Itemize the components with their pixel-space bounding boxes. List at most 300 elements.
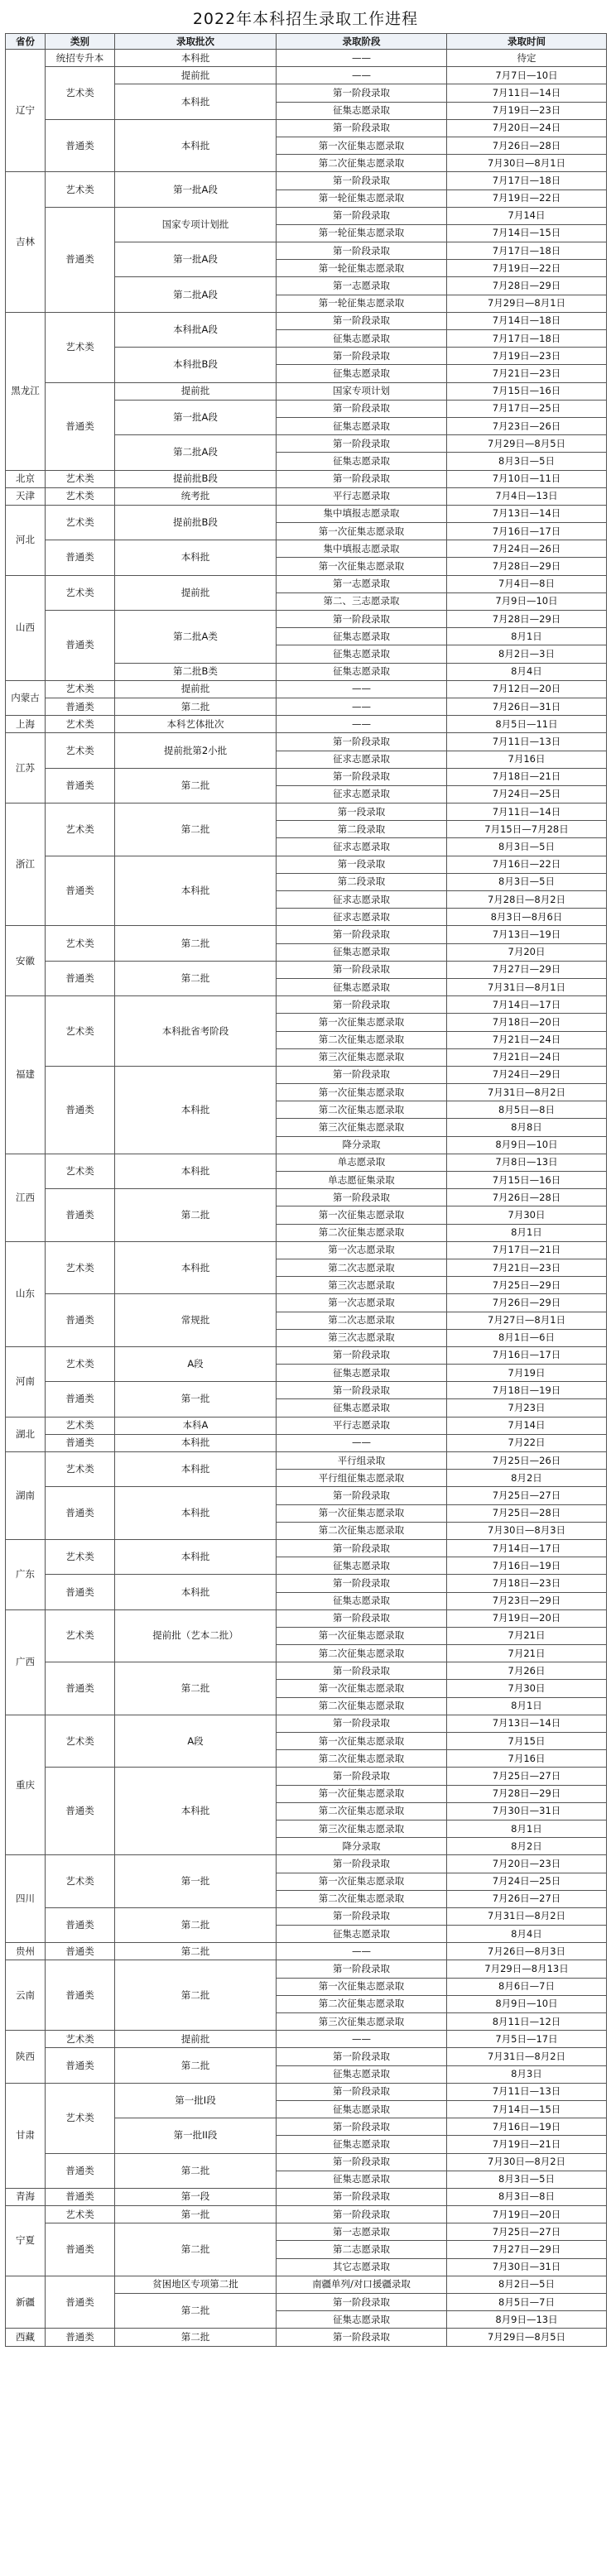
- batch-cell: 第二批: [115, 2294, 277, 2329]
- stage-cell: 第二、三志愿录取: [277, 592, 447, 610]
- time-cell: 8月2日—3日: [447, 645, 607, 663]
- table-row: [6, 540, 607, 558]
- time-cell: 7月31日—8月1日: [447, 978, 607, 995]
- province-cell: 山东: [6, 1241, 46, 1346]
- table-row: [6, 119, 607, 137]
- time-cell: 7月30日—8月1日: [447, 155, 607, 172]
- table-row: [6, 1452, 607, 1470]
- stage-cell: 征集志愿录取: [277, 330, 447, 348]
- table-row: [6, 470, 607, 487]
- stage-cell: 征集志愿录取: [277, 2100, 447, 2118]
- time-cell: 7月26日: [447, 1662, 607, 1680]
- province-cell: 浙江: [6, 804, 46, 926]
- time-cell: 7月15日—7月28日: [447, 821, 607, 838]
- table-row: [6, 2206, 607, 2223]
- batch-cell: 本科批: [115, 119, 277, 172]
- stage-cell: 第一阶段录取: [277, 84, 447, 102]
- category-cell: 普通类: [46, 1907, 115, 1942]
- time-cell: 7月5日—17日: [447, 2031, 607, 2048]
- stage-cell: 第一阶段录取: [277, 1575, 447, 1592]
- category-cell: 普通类: [46, 1487, 115, 1540]
- stage-cell: ——: [277, 2031, 447, 2048]
- table-row: [6, 1662, 607, 1680]
- time-cell: 7月23日: [447, 1399, 607, 1417]
- stage-cell: 第三次志愿录取: [277, 1277, 447, 1294]
- batch-cell: 本科批省考阶段: [115, 996, 277, 1067]
- time-cell: 8月3日—5日: [447, 838, 607, 856]
- stage-cell: 第一阶段录取: [277, 2083, 447, 2100]
- stage-cell: 第二次征集志愿录取: [277, 1995, 447, 2012]
- category-cell: 普通类: [46, 2329, 115, 2346]
- stage-cell: 征集志愿录取: [277, 365, 447, 382]
- stage-cell: 国家专项计划: [277, 382, 447, 400]
- stage-cell: 第一次征集志愿录取: [277, 1084, 447, 1101]
- time-cell: 7月13日—14日: [447, 505, 607, 522]
- stage-cell: 第一轮征集志愿录取: [277, 260, 447, 277]
- stage-cell: 第一阶段录取: [277, 1189, 447, 1206]
- province-cell: 福建: [6, 996, 46, 1154]
- table-header-row: [6, 34, 607, 50]
- table-row: [6, 611, 607, 628]
- category-cell: 艺术类: [46, 1417, 115, 1434]
- stage-cell: 第一阶段录取: [277, 2188, 447, 2205]
- time-cell: 7月26日—31日: [447, 698, 607, 715]
- time-cell: 7月27日—29日: [447, 961, 607, 978]
- header-category: 类别: [46, 34, 115, 50]
- category-cell: 普通类: [46, 1575, 115, 1609]
- table-row: [6, 1715, 607, 1732]
- batch-cell: 本科批: [115, 1768, 277, 1855]
- time-cell: 7月31日—8月2日: [447, 1084, 607, 1101]
- stage-cell: 第二志愿录取: [277, 2241, 447, 2258]
- stage-cell: 平行志愿录取: [277, 487, 447, 505]
- time-cell: 7月18日—23日: [447, 1575, 607, 1592]
- stage-cell: 征集志愿录取: [277, 2136, 447, 2153]
- stage-cell: 第一次征集志愿录取: [277, 1627, 447, 1644]
- time-cell: 8月1日: [447, 1224, 607, 1241]
- stage-cell: 征求志愿录取: [277, 891, 447, 909]
- time-cell: 7月30日—8月3日: [447, 1522, 607, 1539]
- time-cell: 7月19日—22日: [447, 260, 607, 277]
- stage-cell: 第一阶段录取: [277, 207, 447, 224]
- time-cell: 7月23日—29日: [447, 1592, 607, 1609]
- time-cell: 7月28日—8月2日: [447, 891, 607, 909]
- time-cell: 7月24日—26日: [447, 540, 607, 558]
- stage-cell: 第一阶段录取: [277, 172, 447, 189]
- stage-cell: 第一阶段录取: [277, 312, 447, 329]
- category-cell: 普通类: [46, 856, 115, 926]
- batch-cell: 本科A: [115, 1417, 277, 1434]
- stage-cell: 第一次志愿录取: [277, 1241, 447, 1259]
- stage-cell: 第一段录取: [277, 804, 447, 821]
- time-cell: 8月4日: [447, 663, 607, 680]
- stage-cell: 第二次征集志愿录取: [277, 1522, 447, 1539]
- batch-cell: 第一批A段: [115, 172, 277, 207]
- time-cell: 8月3日—5日: [447, 2171, 607, 2188]
- stage-cell: 第一阶段录取: [277, 1715, 447, 1732]
- stage-cell: 第一志愿录取: [277, 277, 447, 295]
- stage-cell: 第一志愿录取: [277, 2223, 447, 2241]
- stage-cell: 第二段录取: [277, 873, 447, 890]
- table-row: [6, 505, 607, 522]
- time-cell: 7月28日—29日: [447, 611, 607, 628]
- category-cell: 艺术类: [46, 172, 115, 207]
- stage-cell: 第一阶段录取: [277, 768, 447, 785]
- category-cell: 艺术类: [46, 1539, 115, 1574]
- batch-cell: 第二批: [115, 1662, 277, 1715]
- province-cell: 西藏: [6, 2329, 46, 2346]
- stage-cell: 第一阶段录取: [277, 996, 447, 1014]
- category-cell: 艺术类: [46, 1452, 115, 1487]
- stage-cell: 征求志愿录取: [277, 838, 447, 856]
- table-row: [6, 1855, 607, 1873]
- province-cell: 四川: [6, 1855, 46, 1943]
- time-cell: 7月9日—10日: [447, 592, 607, 610]
- category-cell: 普通类: [46, 2048, 115, 2083]
- category-cell: 普通类: [46, 1189, 115, 1242]
- time-cell: 8月5日—7日: [447, 2294, 607, 2311]
- time-cell: 7月28日—29日: [447, 1785, 607, 1802]
- category-cell: 艺术类: [46, 1241, 115, 1294]
- stage-cell: 第一次征集志愿录取: [277, 1785, 447, 1802]
- time-cell: 7月28日—29日: [447, 277, 607, 295]
- province-cell: 贵州: [6, 1943, 46, 1960]
- province-cell: 湖北: [6, 1417, 46, 1451]
- time-cell: 7月31日—8月2日: [447, 1907, 607, 1925]
- time-cell: 7月25日—29日: [447, 1277, 607, 1294]
- table-row: [6, 2276, 607, 2293]
- batch-cell: 本科批: [115, 1241, 277, 1294]
- stage-cell: 第一次征集志愿录取: [277, 1504, 447, 1522]
- category-cell: 艺术类: [46, 733, 115, 768]
- time-cell: 7月30日—8月2日: [447, 2153, 607, 2171]
- stage-cell: 第二次征集志愿录取: [277, 1101, 447, 1119]
- time-cell: 7月23日—26日: [447, 417, 607, 434]
- stage-cell: ——: [277, 50, 447, 67]
- table-row: [6, 1346, 607, 1364]
- batch-cell: A段: [115, 1715, 277, 1768]
- stage-cell: 第一次征集志愿录取: [277, 1873, 447, 1890]
- time-cell: 8月2日: [447, 1470, 607, 1487]
- batch-cell: 本科批: [115, 1575, 277, 1609]
- category-cell: 艺术类: [46, 505, 115, 540]
- province-cell: 江苏: [6, 733, 46, 804]
- batch-cell: 本科批A段: [115, 312, 277, 347]
- batch-cell: 本科批: [115, 856, 277, 926]
- table-row: [6, 733, 607, 751]
- table-row: [6, 716, 607, 733]
- table-row: [6, 1943, 607, 1960]
- time-cell: 7月22日: [447, 1434, 607, 1451]
- batch-cell: 第二批: [115, 768, 277, 803]
- table-row: [6, 680, 607, 698]
- province-cell: 新疆: [6, 2276, 46, 2329]
- time-cell: 7月30日: [447, 1680, 607, 1697]
- table-row: [6, 961, 607, 978]
- batch-cell: 第一批A段: [115, 242, 277, 277]
- province-cell: 陕西: [6, 2031, 46, 2084]
- category-cell: 统招专升本: [46, 50, 115, 67]
- batch-cell: 第二批: [115, 2329, 277, 2346]
- batch-cell: 本科批: [115, 50, 277, 67]
- batch-cell: 提前批第2小批: [115, 733, 277, 768]
- category-cell: 艺术类: [46, 1346, 115, 1381]
- time-cell: 7月21日: [447, 1645, 607, 1662]
- time-cell: 7月21日—24日: [447, 1031, 607, 1048]
- batch-cell: 第二批: [115, 1960, 277, 2031]
- time-cell: 7月11日—13日: [447, 2083, 607, 2100]
- batch-cell: 第二批: [115, 2223, 277, 2276]
- batch-cell: 本科批: [115, 1154, 277, 1188]
- time-cell: 8月2日—5日: [447, 2276, 607, 2293]
- stage-cell: 第一阶段录取: [277, 1662, 447, 1680]
- time-cell: 7月16日: [447, 751, 607, 768]
- stage-cell: 征集志愿录取: [277, 943, 447, 961]
- stage-cell: 平行组录取: [277, 1452, 447, 1470]
- time-cell: 7月21日—24日: [447, 1048, 607, 1066]
- stage-cell: 第一阶段录取: [277, 435, 447, 453]
- province-cell: 河北: [6, 505, 46, 575]
- time-cell: 7月17日—21日: [447, 1241, 607, 1259]
- time-cell: 7月18日—21日: [447, 768, 607, 785]
- stage-cell: 第一阶段录取: [277, 119, 447, 137]
- province-cell: 辽宁: [6, 50, 46, 172]
- category-cell: 普通类: [46, 1960, 115, 2031]
- table-row: [6, 575, 607, 592]
- time-cell: 7月30日—31日: [447, 1802, 607, 1820]
- time-cell: 7月4日—8日: [447, 575, 607, 592]
- stage-cell: 第一阶段录取: [277, 242, 447, 260]
- category-cell: 艺术类: [46, 575, 115, 610]
- batch-cell: 贫困地区专项第二批: [115, 2276, 277, 2293]
- batch-cell: 第二批: [115, 2153, 277, 2188]
- time-cell: 7月16日: [447, 1750, 607, 1768]
- stage-cell: 征集志愿录取: [277, 2171, 447, 2188]
- category-cell: 普通类: [46, 382, 115, 470]
- category-cell: 普通类: [46, 2153, 115, 2188]
- time-cell: 8月9日—13日: [447, 2311, 607, 2329]
- batch-cell: 本科批: [115, 1066, 277, 1154]
- time-cell: 7月17日—18日: [447, 172, 607, 189]
- stage-cell: 第一阶段录取: [277, 1855, 447, 1873]
- time-cell: 8月3日: [447, 2065, 607, 2083]
- table-row: [6, 2188, 607, 2205]
- batch-cell: 提前批: [115, 680, 277, 698]
- stage-cell: 征求志愿录取: [277, 751, 447, 768]
- stage-cell: 第一轮征集志愿录取: [277, 189, 447, 207]
- time-cell: 7月14日—17日: [447, 996, 607, 1014]
- time-cell: 7月14日—17日: [447, 1539, 607, 1557]
- stage-cell: 平行志愿录取: [277, 1417, 447, 1434]
- batch-cell: 第二批B类: [115, 663, 277, 680]
- batch-cell: 国家专项计划批: [115, 207, 277, 242]
- time-cell: 7月17日—25日: [447, 400, 607, 417]
- time-cell: 7月26日—8月3日: [447, 1943, 607, 1960]
- time-cell: 7月24日—29日: [447, 1066, 607, 1083]
- category-cell: 艺术类: [46, 1715, 115, 1768]
- time-cell: 7月16日—19日: [447, 1557, 607, 1575]
- time-cell: 7月15日—16日: [447, 1172, 607, 1189]
- batch-cell: 第二批: [115, 804, 277, 856]
- category-cell: 艺术类: [46, 926, 115, 961]
- stage-cell: 第二次征集志愿录取: [277, 1645, 447, 1662]
- table-row: [6, 1189, 607, 1206]
- time-cell: 7月12日—20日: [447, 680, 607, 698]
- stage-cell: 征集志愿录取: [277, 1926, 447, 1943]
- stage-cell: 第二次征集志愿录取: [277, 1890, 447, 1907]
- stage-cell: 第二次征集志愿录取: [277, 155, 447, 172]
- time-cell: 7月19日—21日: [447, 2136, 607, 2153]
- category-cell: 普通类: [46, 768, 115, 803]
- table-row: [6, 2153, 607, 2171]
- time-cell: 7月30日: [447, 1206, 607, 1224]
- batch-cell: 本科批: [115, 84, 277, 119]
- stage-cell: 第一阶段录取: [277, 926, 447, 943]
- stage-cell: 征集志愿录取: [277, 645, 447, 663]
- stage-cell: 第一阶段录取: [277, 961, 447, 978]
- table-row: [6, 2329, 607, 2346]
- province-cell: 安徽: [6, 926, 46, 996]
- time-cell: 8月11日—12日: [447, 2013, 607, 2031]
- table-row: [6, 1382, 607, 1399]
- batch-cell: 第二批: [115, 961, 277, 995]
- batch-cell: 本科批B段: [115, 348, 277, 382]
- batch-cell: 本科批: [115, 1452, 277, 1487]
- stage-cell: 第一轮征集志愿录取: [277, 224, 447, 242]
- stage-cell: 南疆单列/对口援疆录取: [277, 2276, 447, 2293]
- time-cell: 7月17日—18日: [447, 242, 607, 260]
- category-cell: 普通类: [46, 1943, 115, 1960]
- stage-cell: 降分录取: [277, 1838, 447, 1855]
- batch-cell: 第一批II段: [115, 2118, 277, 2153]
- province-cell: 北京: [6, 470, 46, 487]
- time-cell: 7月29日—8月13日: [447, 1960, 607, 1978]
- batch-cell: 第一批: [115, 1382, 277, 1417]
- stage-cell: 征集志愿录取: [277, 663, 447, 680]
- category-cell: 普通类: [46, 1662, 115, 1715]
- time-cell: 7月15日—16日: [447, 382, 607, 400]
- category-cell: 普通类: [46, 2188, 115, 2205]
- time-cell: 8月9日—10日: [447, 1136, 607, 1154]
- province-cell: 河南: [6, 1346, 46, 1417]
- time-cell: 7月21日—23日: [447, 1259, 607, 1276]
- stage-cell: 第一阶段录取: [277, 1768, 447, 1785]
- header-stage: 录取阶段: [277, 34, 447, 50]
- stage-cell: 征集志愿录取: [277, 978, 447, 995]
- time-cell: 7月26日—27日: [447, 1890, 607, 1907]
- province-cell: 宁夏: [6, 2206, 46, 2276]
- table-row: [6, 2223, 607, 2241]
- batch-cell: 第二批: [115, 926, 277, 961]
- category-cell: 艺术类: [46, 716, 115, 733]
- stage-cell: 第二段录取: [277, 821, 447, 838]
- batch-cell: 常规批: [115, 1294, 277, 1347]
- time-cell: 待定: [447, 50, 607, 67]
- time-cell: 7月29日—8月1日: [447, 295, 607, 312]
- table-row: [6, 312, 607, 329]
- stage-cell: 第一阶段录取: [277, 733, 447, 751]
- table-row: [6, 1907, 607, 1925]
- stage-cell: ——: [277, 680, 447, 698]
- category-cell: 艺术类: [46, 487, 115, 505]
- time-cell: 7月19日: [447, 1365, 607, 1382]
- table-row: [6, 1609, 607, 1627]
- stage-cell: 第二次志愿录取: [277, 1259, 447, 1276]
- category-cell: 普通类: [46, 611, 115, 681]
- time-cell: 7月11日—13日: [447, 733, 607, 751]
- time-cell: 8月3日—8日: [447, 2188, 607, 2205]
- stage-cell: 征集志愿录取: [277, 102, 447, 119]
- province-cell: 重庆: [6, 1715, 46, 1855]
- table-row: [6, 1575, 607, 1592]
- time-cell: 7月16日—17日: [447, 523, 607, 540]
- province-cell: 甘肃: [6, 2083, 46, 2188]
- time-cell: 8月3日—5日: [447, 453, 607, 470]
- time-cell: 7月27日—8月1日: [447, 1312, 607, 1329]
- table-row: [6, 67, 607, 84]
- table-row: [6, 1768, 607, 1785]
- stage-cell: ——: [277, 1943, 447, 1960]
- batch-cell: 第一批A段: [115, 400, 277, 434]
- stage-cell: 征集志愿录取: [277, 2065, 447, 2083]
- category-cell: 艺术类: [46, 804, 115, 856]
- province-cell: 江西: [6, 1154, 46, 1241]
- stage-cell: 第一阶段录取: [277, 1907, 447, 1925]
- category-cell: 普通类: [46, 961, 115, 995]
- stage-cell: 征集志愿录取: [277, 417, 447, 434]
- batch-cell: 本科批: [115, 1487, 277, 1540]
- time-cell: 7月11日—14日: [447, 84, 607, 102]
- time-cell: 7月11日—14日: [447, 804, 607, 821]
- stage-cell: 单志愿征集录取: [277, 1172, 447, 1189]
- time-cell: 7月25日—27日: [447, 1768, 607, 1785]
- stage-cell: ——: [277, 716, 447, 733]
- time-cell: 7月10日—11日: [447, 470, 607, 487]
- stage-cell: 第一阶段录取: [277, 1539, 447, 1557]
- table-row: [6, 2031, 607, 2048]
- batch-cell: 提前批B段: [115, 505, 277, 540]
- stage-cell: 第一阶段录取: [277, 1066, 447, 1083]
- batch-cell: 第二批A段: [115, 277, 277, 312]
- time-cell: 7月21日: [447, 1627, 607, 1644]
- stage-cell: 第一段录取: [277, 856, 447, 873]
- table-row: [6, 172, 607, 189]
- stage-cell: 第一阶段录取: [277, 2153, 447, 2171]
- category-cell: 艺术类: [46, 680, 115, 698]
- time-cell: 7月21日—23日: [447, 365, 607, 382]
- document-title: 2022年本科招生录取工作进程: [192, 10, 419, 28]
- stage-cell: 征集志愿录取: [277, 453, 447, 470]
- province-cell: 黑龙江: [6, 312, 46, 470]
- batch-cell: 第二批: [115, 2048, 277, 2083]
- stage-cell: 平行组征集志愿录取: [277, 1470, 447, 1487]
- time-cell: 7月30日—31日: [447, 2258, 607, 2276]
- stage-cell: 第三次志愿录取: [277, 1329, 447, 1346]
- stage-cell: 第二次志愿录取: [277, 1312, 447, 1329]
- time-cell: 8月4日: [447, 1926, 607, 1943]
- table-body: [6, 50, 607, 2347]
- table-row: [6, 1294, 607, 1312]
- category-cell: 艺术类: [46, 2083, 115, 2153]
- stage-cell: 征集志愿录取: [277, 1557, 447, 1575]
- category-cell: 艺术类: [46, 1154, 115, 1188]
- time-cell: 7月19日—20日: [447, 1609, 607, 1627]
- stage-cell: 第二次征集志愿录取: [277, 1750, 447, 1768]
- stage-cell: 第二次征集志愿录取: [277, 1224, 447, 1241]
- stage-cell: 第一阶段录取: [277, 1346, 447, 1364]
- stage-cell: 第一阶段录取: [277, 1960, 447, 1978]
- time-cell: 8月6日—7日: [447, 1978, 607, 1995]
